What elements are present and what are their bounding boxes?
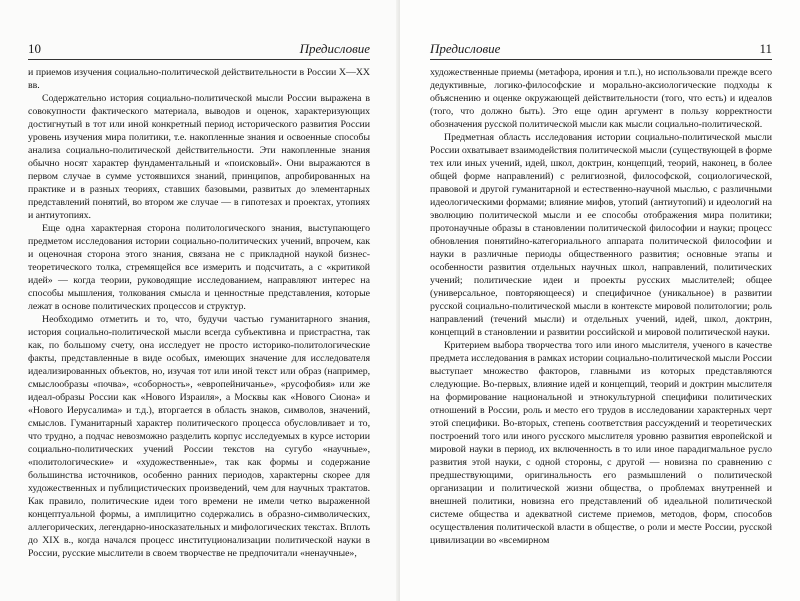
right-page-body: [430, 66, 772, 601]
page-number: 11: [759, 41, 772, 56]
paragraph: художественные приемы (метафора, ирония и т.п.), но использовали прежде всего дедуктивные, логико-философские и морально-аксиологические подходы к объяснению и оценке окружающей действительности (того, что есть) и идеалов (того, что должно быть). Это еще один аргумент в пользу корректности обозначения русской политической мысли как мысли социально-политической.: [430, 67, 772, 130]
paragraph: Предметная область исследования истории социально-политической мысли России охватывает взаимодействия политической мысли (существующей в форме тех или иных учений, идей, школ, доктрин, концепций, теорий, наконец, в более общей форме направлений) с религиозной, философской, социологической, правовой и другой гуманитарной и естественно-научной мыслью, с различными идеологическими формами; влияние мифов, утопий (антиутопий) и идеологий на эволюцию политической мысли и ее способы отображения мира политики; протонаучные образы в становлении политической философии и науки; процесс обновления понятийно-категориального аппарата политической философии и науки в различные периоды общественного развития; основные этапы и особенности развития отдельных научных школ, направлений, политических учений; политические идеи и проекты русских мыслителей; общее (универсальное, повторяющееся) и специфичное (уникальное) в развитии русской социально-политической мысли в контексте мировой политологии; роль направлений (течений мысли) и отдельных учений, идей, школ, доктрин, концепций в становлении и развитии российской и мировой политической науки.: [430, 132, 772, 338]
left-page-header: [28, 41, 370, 57]
header-rule: [28, 59, 370, 60]
paragraph: Содержательно история социально-политической мысли России выражена в совокупности фактического материала, выводов и оценок, характеризующих достигнутый в тот или иной конкретный период исторического развития России уровень изучения мира политики, т.е. накопленные знания и освоенные способы анализа социально-политической действительности. Эти накопленные знания обычно носят характер фундаментальный и «поисковый». Они выражаются в первом случае в сумме устоявшихся знаний, принципов, апробированных на практике и в разных теориях, ставших базовыми, развитых до элементарных представлений понятий, во втором же случае — в гипотезах и проектах, утопиях и антиутопиях.: [28, 93, 370, 221]
right-page: [400, 0, 800, 601]
running-head: Предисловие: [299, 41, 370, 56]
paragraph: и приемов изучения социально-политической действительности в России X—XX вв.: [28, 67, 370, 91]
running-head: Предисловие: [430, 41, 501, 56]
right-page-header: [430, 41, 772, 57]
paragraph: Необходимо отметить и то, что, будучи частью гуманитарного знания, история социально-политической мысли всегда субъективна и пристрастна, так как, по большому счету, она исследует не просто историко-политологические факты, представленные в виде особых, имеющих значение для исследователя идеализированных объектов, но, изучая тот или иной текст или образ (например, смыслообразы «почва», «соборность», «европейничанье», «русофобия» или же идеал-образы России как «Нового Израиля», а Москвы как «Нового Сиона» и «Нового Иерусалима» и т.д.), вторгается в область знаков, символов, значений, смыслов. Гуманитарный характер политического процесса обусловливает и то, что трудно, а подчас невозможно разделить корпус исследуемых в курсе истории социально-политических учений России текстов на сугубо «научные», «политологические» и «художественные», так как формы и содержание большинства источников, особенно ранних периодов, характерны скорее для художественных и публицистических произведений, чем для научных трактатов. Как правило, политические идеи того времени не имели четко выраженной концептуальной формы, а имплицитно содержались в образно-символических, аллегорических, легендарно-иносказательных и мифологических текстах. Вплоть до XIX в., когда начался процесс институционализации политической науки в России, русские мыслители в своем творчестве не предпочитали «ненаучные»,: [28, 314, 370, 559]
header-rule: [430, 59, 772, 60]
page-number: 10: [28, 41, 41, 56]
paragraph: Еще одна характерная сторона политологического знания, выступающего предметом исследования истории социально-политических учений, впрочем, как и оценочная сторона этого знания, связана не с прикладной наукой бизнес-теоретического толка, стремящейся все измерить и подсчитать, а с «критикой идей» — когда теории, руководящие исследованием, направляют интерес на способы мышления, толкования смысла и ценностные представления, которые лежат в основе политических процессов и структур.: [28, 223, 370, 312]
paragraph: Критерием выбора творчества того или иного мыслителя, ученого в качестве предмета исследования в рамках истории социально-политической мысли России выступает множество факторов, главными из которых представляются следующие. Во-первых, влияние идей и концепций, теорий и доктрин мыслителя на формирование национальной и этнокультурной специфики политических отношений в России, роль и место его трудов в исследовании характерных черт этой специфики. Во-вторых, степень соответствия рассуждений и теоретических построений того или иного русского мыслителя уровню развития европейской и мировой науки в период, их включенность в то или иное парадигмальное русло развития этой науки, с одной стороны, с другой — новизна по сравнению с предшествующими, оригинальность его размышлений о политической организации и политической жизни общества, о проблемах внутренней и внешней политики, новизна его представлений об идеальной политической системе общества и адекватной системе приемов, методов, форм, способов осуществления политической власти в обществе, о роли и месте России, русской цивилизации во «всемирном: [430, 340, 772, 546]
left-page-body: [28, 66, 370, 601]
